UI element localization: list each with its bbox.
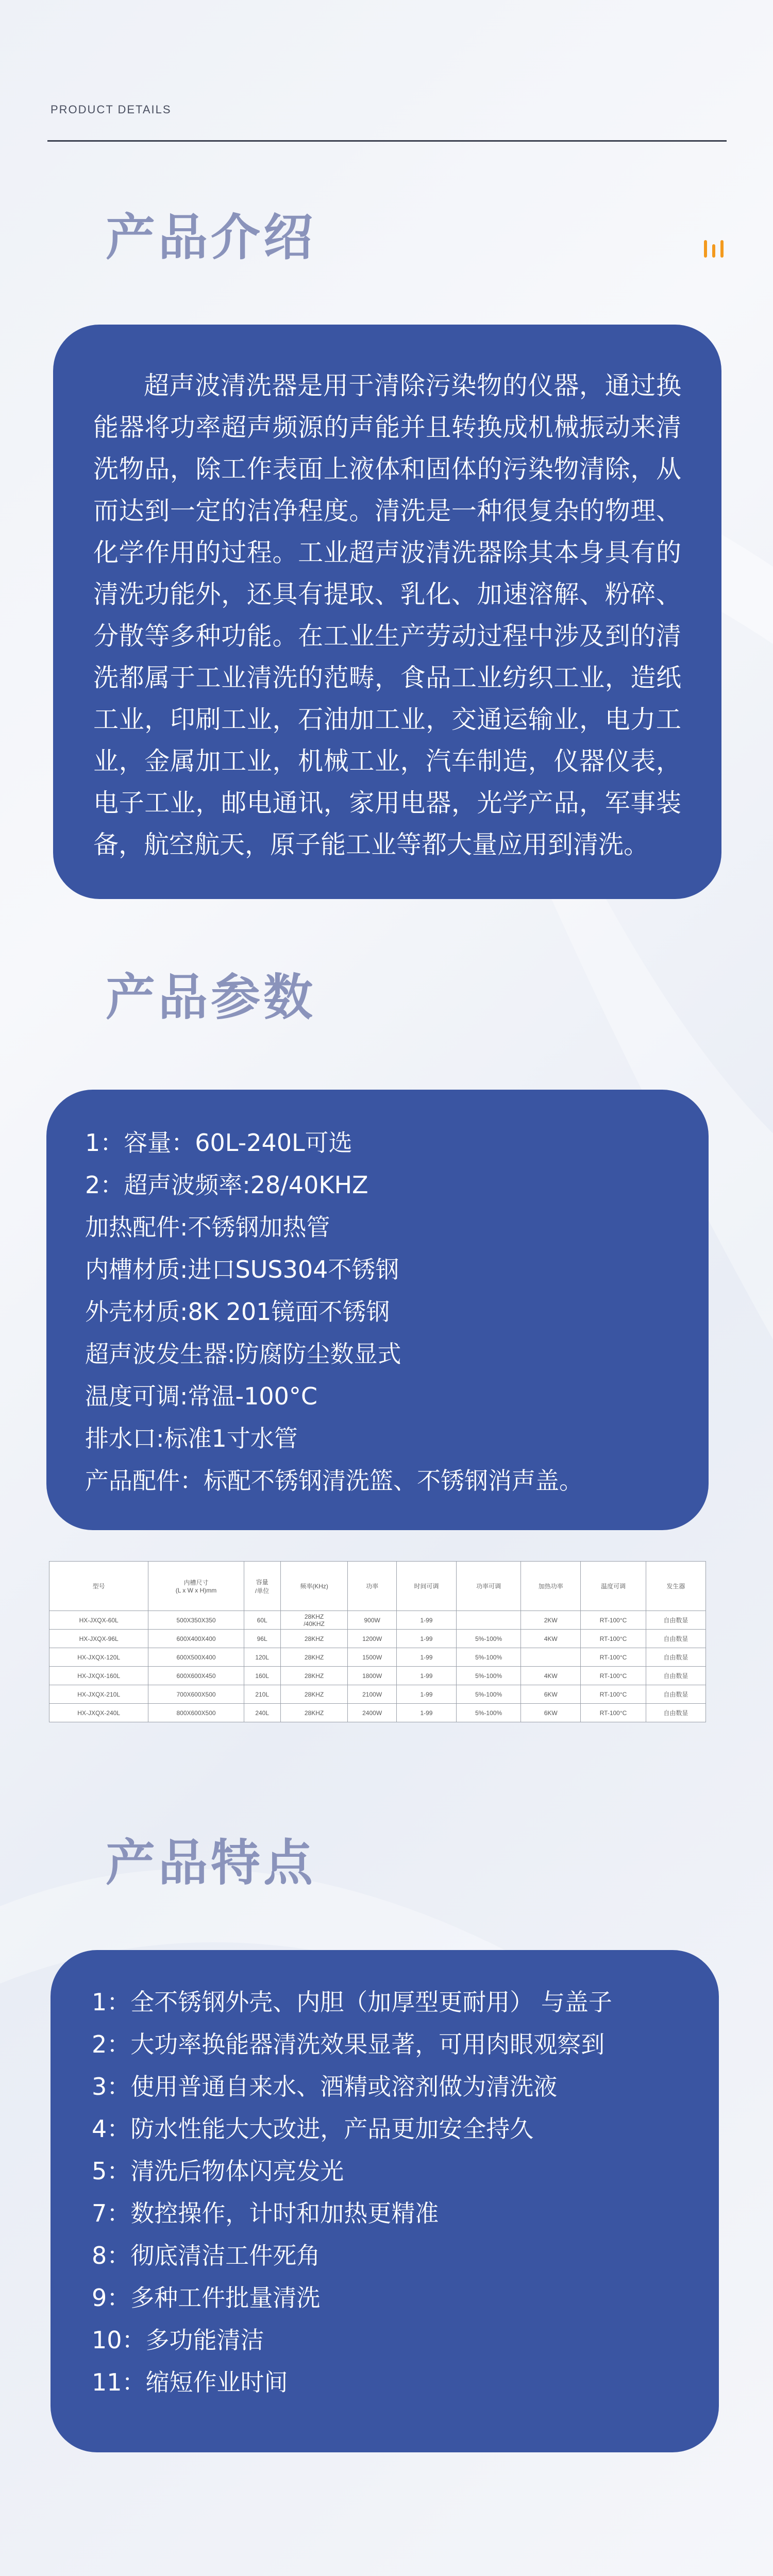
param-line: 温度可调:常温-100°C (85, 1382, 318, 1410)
feature-line: 9：多种工件批量清洗 (92, 2284, 321, 2312)
features-title: 产品特点 (106, 1834, 316, 1892)
table-cell: 600X400X400 (148, 1630, 244, 1648)
table-cell: 1800W (348, 1667, 396, 1685)
table-header-cell: 内槽尺寸 (L x W x H)mm (148, 1562, 244, 1611)
table-header-cell: 功率可调 (457, 1562, 521, 1611)
table-cell: 160L (244, 1667, 280, 1685)
header-divider (47, 140, 727, 142)
table-cell: 自由数显 (646, 1611, 705, 1630)
table-row (49, 1704, 706, 1722)
intro-title: 产品介绍 (106, 209, 316, 266)
table-cell: 自由数显 (646, 1667, 705, 1685)
table-cell: 5%-100% (457, 1704, 521, 1722)
table-cell: 1-99 (396, 1704, 456, 1722)
table-cell: 自由数显 (646, 1648, 705, 1667)
param-line: 1：容量：60L-240L可选 (85, 1129, 352, 1157)
table-header-cell: 功率 (348, 1562, 396, 1611)
spec-table (49, 1561, 706, 1722)
param-line: 加热配件:不锈钢加热管 (85, 1213, 330, 1241)
table-header-cell: 型号 (49, 1562, 148, 1611)
bars-icon (702, 237, 727, 260)
table-cell: 28KHZ (280, 1667, 348, 1685)
table-cell: RT-100°C (581, 1648, 646, 1667)
table-cell: HX-JXQX-210L (49, 1685, 148, 1704)
table-row (49, 1611, 706, 1630)
table-cell: 96L (244, 1630, 280, 1648)
param-line: 外壳材质:8K 201镜面不锈钢 (85, 1298, 390, 1326)
feature-line: 1：全不锈钢外壳、内胆（加厚型更耐用） 与盖子 (92, 1988, 612, 2016)
table-cell: 1-99 (396, 1648, 456, 1667)
table-header-cell: 频率(KHz) (280, 1562, 348, 1611)
table-header-cell: 温度可调 (581, 1562, 646, 1611)
param-line: 2：超声波频率:28/40KHZ (85, 1171, 368, 1199)
table-cell: 28KHZ (280, 1704, 348, 1722)
param-line: 超声波发生器:防腐防尘数显式 (85, 1340, 401, 1368)
table-cell: 900W (348, 1611, 396, 1630)
feature-line: 7：数控操作，计时和加热更精准 (92, 2199, 439, 2227)
table-cell: 210L (244, 1685, 280, 1704)
table-cell: RT-100°C (581, 1630, 646, 1648)
param-line: 内槽材质:进口SUS304不锈钢 (85, 1256, 399, 1283)
table-row (49, 1667, 706, 1685)
table-cell: 28KHZ /40KHZ (280, 1611, 348, 1630)
table-cell: 600X600X450 (148, 1667, 244, 1685)
feature-line: 3：使用普通自来水、酒精或溶剂做为清洗液 (92, 2073, 558, 2100)
table-cell: 5%-100% (457, 1648, 521, 1667)
table-cell: 240L (244, 1704, 280, 1722)
feature-line: 10：多功能清洁 (92, 2326, 264, 2354)
table-header-cell: 容量 /单位 (244, 1562, 280, 1611)
table-row (49, 1685, 706, 1704)
table-cell: 4KW (521, 1630, 581, 1648)
table-cell: 800X600X500 (148, 1704, 244, 1722)
features-card (51, 1950, 719, 2452)
table-cell: 5%-100% (457, 1630, 521, 1648)
table-cell: RT-100°C (581, 1685, 646, 1704)
table-cell: 120L (244, 1648, 280, 1667)
table-cell: 自由数显 (646, 1685, 705, 1704)
table-cell: RT-100°C (581, 1667, 646, 1685)
table-cell: 1500W (348, 1648, 396, 1667)
param-line: 产品配件：标配不锈钢清洗篮、不锈钢消声盖。 (85, 1467, 583, 1495)
param-line: 排水口:标准1寸水管 (85, 1425, 298, 1452)
table-cell: 6KW (521, 1685, 581, 1704)
feature-line: 5：清洗后物体闪亮发光 (92, 2157, 344, 2185)
feature-line: 8：彻底清洁工件死角 (92, 2242, 321, 2269)
table-cell: 自由数显 (646, 1704, 705, 1722)
table-header-cell: 时间可调 (396, 1562, 456, 1611)
feature-line: 2：大功率换能器清洗效果显著，可用肉眼观察到 (92, 2030, 605, 2058)
table-cell (521, 1648, 581, 1667)
table-cell: 1-99 (396, 1630, 456, 1648)
table-header-row (49, 1562, 706, 1611)
table-cell: 28KHZ (280, 1648, 348, 1667)
table-cell: 28KHZ (280, 1685, 348, 1704)
table-cell: 5%-100% (457, 1667, 521, 1685)
table-row (49, 1648, 706, 1667)
table-cell: RT-100°C (581, 1704, 646, 1722)
table-cell: HX-JXQX-60L (49, 1611, 148, 1630)
table-cell: HX-JXQX-120L (49, 1648, 148, 1667)
table-cell: 2400W (348, 1704, 396, 1722)
table-cell (457, 1611, 521, 1630)
table-cell: HX-JXQX-96L (49, 1630, 148, 1648)
feature-line: 4：防水性能大大改进，产品更加安全持久 (92, 2115, 534, 2143)
table-cell: 700X600X500 (148, 1685, 244, 1704)
table-cell: 4KW (521, 1667, 581, 1685)
table-cell: 6KW (521, 1704, 581, 1722)
table-cell: 2100W (348, 1685, 396, 1704)
feature-line: 11：缩短作业时间 (92, 2368, 288, 2396)
table-row (49, 1630, 706, 1648)
header-label: PRODUCT DETAILS (51, 103, 172, 116)
table-header-cell: 发生器 (646, 1562, 705, 1611)
table-cell: 1-99 (396, 1611, 456, 1630)
table-cell: HX-JXQX-240L (49, 1704, 148, 1722)
params-card (46, 1090, 709, 1530)
table-cell: HX-JXQX-160L (49, 1667, 148, 1685)
table-cell: 28KHZ (280, 1630, 348, 1648)
table-cell: 自由数显 (646, 1630, 705, 1648)
table-cell: 600X500X400 (148, 1648, 244, 1667)
table-cell: 2KW (521, 1611, 581, 1630)
table-cell: 1-99 (396, 1685, 456, 1704)
intro-card (53, 325, 721, 899)
params-title: 产品参数 (106, 969, 316, 1026)
table-cell: 500X350X350 (148, 1611, 244, 1630)
table-header-cell: 加热功率 (521, 1562, 581, 1611)
intro-text: 超声波清洗器是用于清除污染物的仪器，通过换能器将功率超声频源的声能并且转换成机械振动来清洗物品，除工作表面上液体和固体的污染物清除，从而达到一定的洁净程度。清洗是一种很复杂的物理、化学作用的过程。工业超声波清洗器除其本身具有的清洗功能外，还具有提取、乳化、加速溶解、粉碎、分散等多种功能。在工业生产劳动过程中涉及到的清洗都属于工业清洗的范畴，食品工业纺织工业，造纸工业，印刷工业，石油加工业，交通运输业，电力工业，金属加工业，机械工业，汽车制造，仪器仪表，电子工业，邮电通讯，家用电器，光学产品，军事装备，航空航天，原子能工业等都大量应用到清洗。 (93, 371, 681, 859)
table-cell: 1200W (348, 1630, 396, 1648)
table-cell: 60L (244, 1611, 280, 1630)
table-cell: 5%-100% (457, 1685, 521, 1704)
table-cell: 1-99 (396, 1667, 456, 1685)
table-cell: RT-100°C (581, 1611, 646, 1630)
